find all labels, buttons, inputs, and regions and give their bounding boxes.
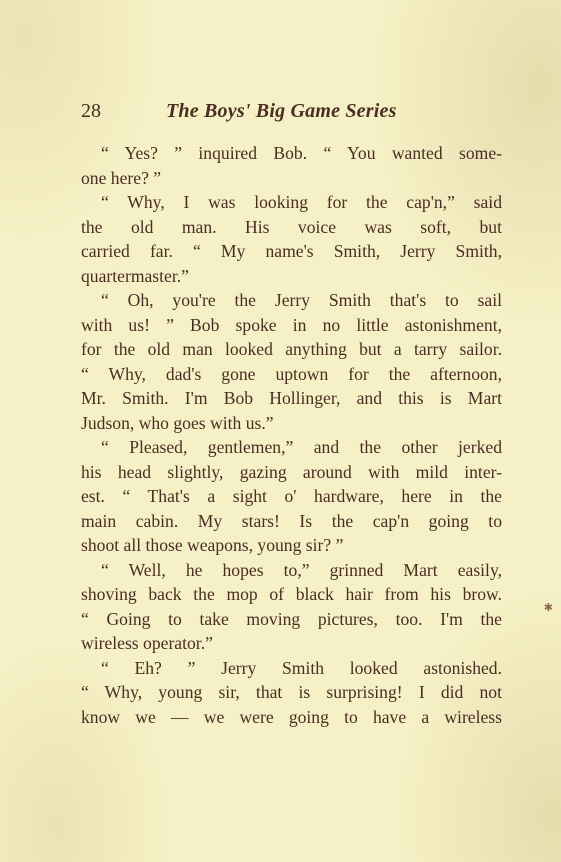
page-header bbox=[81, 98, 502, 126]
text-line: “ Going to take moving pictures, too. I'm the bbox=[81, 608, 502, 629]
text-line: main cabin. My stars! Is the cap'n going to bbox=[81, 510, 502, 531]
body-text bbox=[81, 141, 502, 729]
text-line: “ Pleased, gentlemen,” and the other jerked bbox=[101, 437, 502, 457]
text-line: est. “ That's a sight o' hardware, here in the bbox=[81, 486, 502, 506]
text-line: “ Yes? ” inquired Bob. “ You wanted some- bbox=[101, 143, 502, 163]
text-line: “ Why, I was looking for the cap'n,” said bbox=[101, 192, 502, 212]
text-line: one here? ” bbox=[81, 167, 162, 188]
text-line: carried far. “ My name's Smith, Jerry Smith, bbox=[81, 241, 502, 261]
text-line: “ Eh? ” Jerry Smith looked astonished. bbox=[101, 657, 502, 678]
text-line: shoot all those weapons, young sir? ” bbox=[81, 535, 344, 555]
text-line: the old man. His voice was soft, but bbox=[81, 216, 502, 237]
text-line: “ Why, young sir, that is surprising! I did not bbox=[81, 682, 502, 702]
text-line: Mr. Smith. I'm Bob Hollinger, and this is Mart bbox=[81, 388, 502, 408]
text-line: “ Why, dad's gone uptown for the afternoon, bbox=[81, 363, 502, 384]
text-line: “ Well, he hopes to,” grinned Mart easily, bbox=[101, 559, 502, 580]
text-line: shoving back the mop of black hair from his brow. bbox=[81, 584, 502, 604]
text-line: for the old man looked anything but a tarry sailor. bbox=[81, 339, 502, 359]
text-line: with us! ” Bob spoke in no little astonishment, bbox=[81, 314, 502, 335]
text-line: Judson, who goes with us.” bbox=[81, 412, 274, 433]
running-title: The Boys' Big Game Series bbox=[166, 100, 397, 122]
text-line: his head slightly, gazing around with mild inter- bbox=[81, 461, 502, 482]
text-line: “ Oh, you're the Jerry Smith that's to sail bbox=[101, 290, 502, 310]
text-line: know we — we were going to have a wireless bbox=[81, 706, 502, 727]
text-line: quartermaster.” bbox=[81, 265, 189, 286]
paper-speck: ✱ bbox=[543, 601, 553, 614]
page-number: 28 bbox=[81, 100, 101, 122]
text-line: wireless operator.” bbox=[81, 633, 213, 653]
